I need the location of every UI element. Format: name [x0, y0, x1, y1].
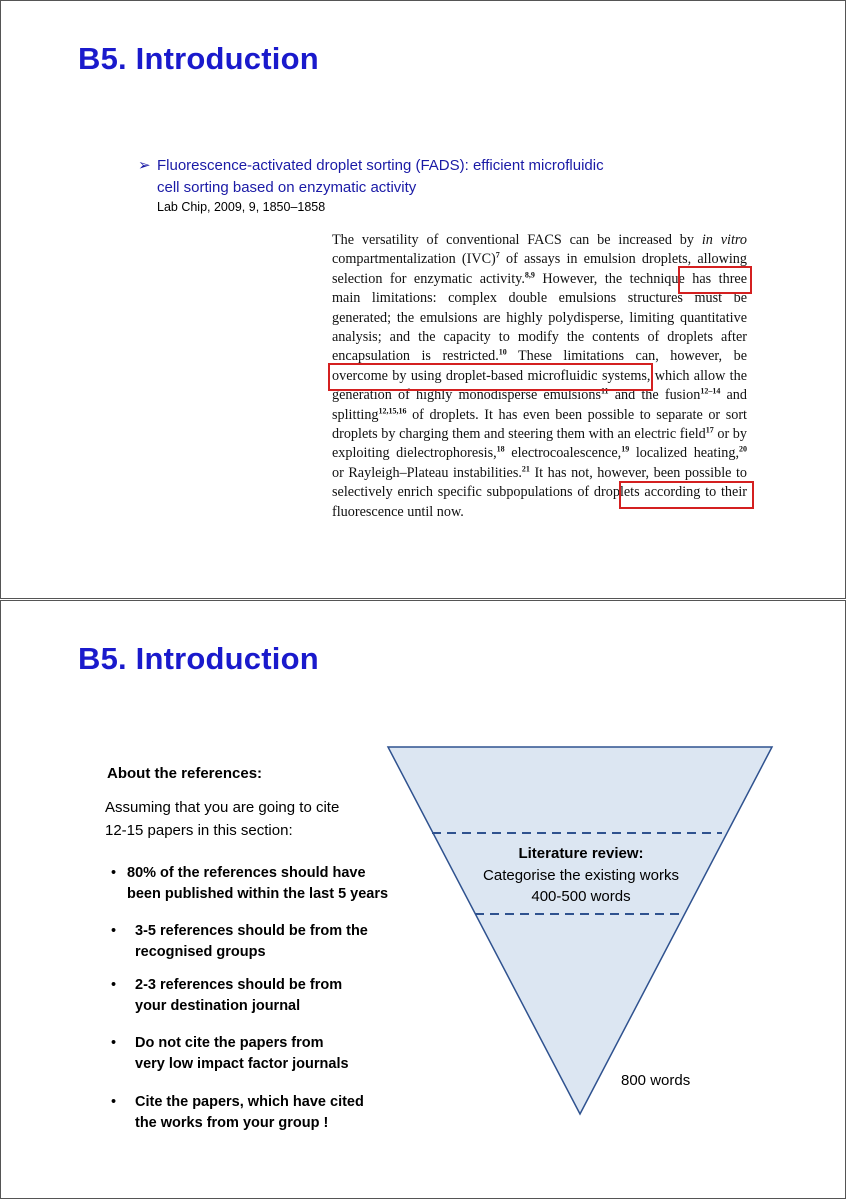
highlight-overcome: These limitations can, however, be overcome by [332, 348, 747, 384]
bullet-icon: • [111, 923, 117, 939]
highlight-box-has-not [619, 481, 754, 509]
slide-2: B5. Introduction About the references: Assuming that you are going to cite 12-15 papers in this section: • 80% of the references should have been published within the last 5 years • 3-5 references should be from the recognised groups • 2-3 references should be from your destination journal • Do not cite the papers from very low impact factor journals • Cite the papers, which have cited the works from your group ! Literature review: Categorise the existing works 400-500 words 800 words [0, 600, 846, 1199]
highlight-has-not: It has not, however, [534, 464, 650, 481]
literature-review-description: Categorise the existing works 400-500 words [483, 867, 679, 905]
funnel-triangle [388, 747, 772, 1114]
highlight-box-overcome [328, 363, 653, 391]
slide-title: B5. Introduction [78, 41, 319, 76]
slide-1 [0, 0, 846, 599]
arrow-bullet-icon: ➢ [138, 157, 151, 174]
highlight-box-however [678, 266, 752, 294]
bullet-icon: • [111, 1094, 117, 1110]
paper-title: Fluorescence-activated droplet sorting (FADS): efficient microfluidic cell sorting based on enzymatic activity [157, 157, 604, 196]
references-intro: Assuming that you are going to cite 12-15 papers in this section: [105, 799, 340, 839]
bullet-icon: • [111, 1035, 117, 1051]
slide-title: B5. Introduction [78, 641, 319, 676]
highlight-however: However, [542, 270, 598, 287]
references-heading: About the references: [107, 765, 263, 782]
paper-excerpt: The versatility of conventional FACS can be increased by in vitro compartmentalization (IVC)$^7$ of assays in emulsion droplets, allowing selection for enzymatic activity.$^{8,9}$ However, the technique has three main limitations: complex double emulsions structures must be generated; the emulsions are highly polydisperse, limiting quantitative analysis; and the capacity to modify the contents of droplets after encapsulation is restricted.$^{10}$ These limitations can, however, be overcome by using droplet-based microfluidic systems, which allow the generation of highly monodisperse emulsions$^{11}$ and the fusion$^{12-14}$ and splitting$^{12,15,16}$ of droplets. It has even been possible to separate or sort droplets by charging them and steering them with an electric field$^{17}$ or by exploiting dielectrophoresis,$^{18}$ electrocoalescence,$^{19}$ localized heating,$^{20}$ or Rayleigh–Plateau instabilities.$^{21}$ It has not, however, been possible to selectively enrich specific subpopulations of droplets according to their fluorescence until now. [332, 232, 748, 520]
bullet-icon: • [111, 865, 117, 881]
literature-review-title: Literature review: [518, 845, 644, 862]
total-word-count: 800 words [621, 1072, 691, 1089]
bullet-icon: • [111, 977, 117, 993]
paper-citation: Lab Chip, 2009, 9, 1850–1858 [157, 200, 326, 214]
